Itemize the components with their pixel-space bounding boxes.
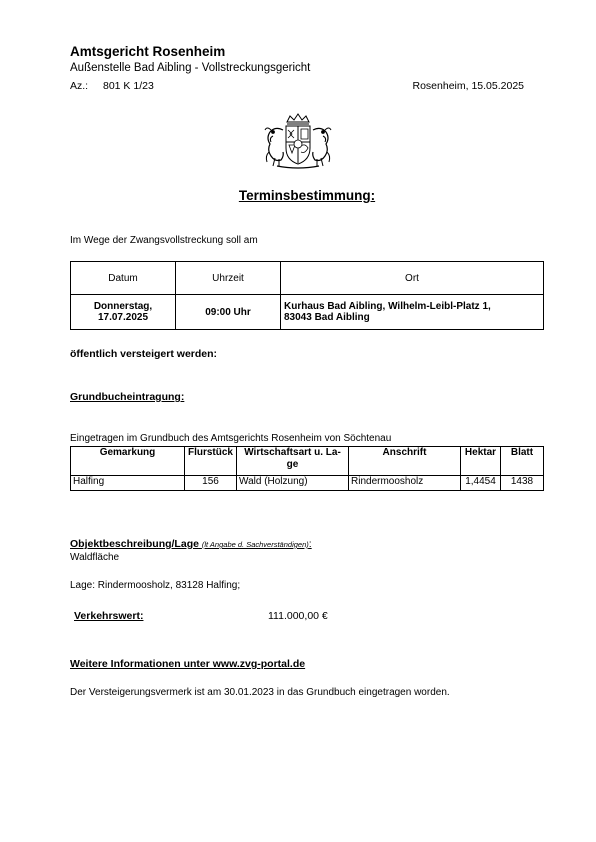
final-note: Der Versteigerungsvermerk ist am 30.01.2023 in das Grundbuch eingetragen worden.: [70, 687, 450, 698]
court-branch: Außenstelle Bad Aibling - Vollstreckungsgericht: [70, 62, 311, 74]
header-wirtschaftsart-line1: Wirtschaftsart u. La-: [244, 447, 341, 458]
appointment-table: [70, 261, 544, 330]
header-wirtschaftsart-line2: ge: [286, 459, 299, 470]
header-time: Uhrzeit: [176, 262, 281, 295]
header-wirtschaftsart: [237, 447, 349, 476]
land-register-header-row: [71, 447, 544, 476]
land-register-table: [70, 446, 544, 491]
market-value-label: Verkehrswert:: [74, 610, 144, 622]
header-flurstueck: Flurstück: [185, 447, 237, 476]
land-register-intro: Eingetragen im Grundbuch des Amtsgerichts Rosenheim von Söchtenau: [70, 433, 392, 444]
header-date: Datum: [71, 262, 176, 295]
cell-wirtschaftsart: Wald (Holzung): [237, 476, 349, 491]
appointment-place: [281, 295, 544, 330]
land-register-row: [71, 476, 544, 491]
document-title: Terminsbestimmung:: [238, 188, 376, 203]
auction-text: öffentlich versteigert werden:: [70, 348, 218, 360]
header-place: Ort: [281, 262, 544, 295]
object-location: Lage: Rindermoosholz, 83128 Halfing;: [70, 580, 241, 591]
market-value-amount: 111.000,00 €: [268, 610, 328, 622]
bavarian-coat-of-arms-icon: [261, 112, 335, 170]
cell-gemarkung: Halfing: [71, 476, 185, 491]
appointment-place-city: 83043 Bad Aibling: [284, 312, 370, 323]
header-hektar: Hektar: [461, 447, 501, 476]
file-number: 801 K 1/23: [103, 80, 154, 92]
object-heading-note: (lt Angabe d. Sachverständigen): [201, 540, 309, 549]
appointment-weekday: Donnerstag,: [93, 301, 153, 312]
header-blatt: Blatt: [501, 447, 544, 476]
court-name: Amtsgericht Rosenheim: [70, 44, 226, 59]
appointment-place-street: Kurhaus Bad Aibling, Wilhelm-Leibl-Platz 1,: [284, 301, 491, 312]
cell-flurstueck: 156: [185, 476, 237, 491]
object-description: Waldfläche: [70, 552, 120, 563]
object-heading: [70, 538, 312, 550]
header-anschrift: Anschrift: [349, 447, 461, 476]
land-register-heading: Grundbucheintragung:: [70, 391, 185, 403]
appointment-header-row: [71, 262, 544, 295]
header-gemarkung: Gemarkung: [71, 447, 185, 476]
cell-blatt: 1438: [501, 476, 544, 491]
intro-text: Im Wege der Zwangsvollstreckung soll am: [70, 235, 258, 246]
appointment-date: [71, 295, 176, 330]
more-info-link[interactable]: Weitere Informationen unter www.zvg-portal.de: [70, 658, 306, 670]
file-number-label: Az.:: [70, 80, 89, 92]
appointment-time: 09:00 Uhr: [176, 295, 281, 330]
appointment-row: [71, 295, 544, 330]
object-heading-colon: :: [308, 538, 312, 550]
place-date: Rosenheim, 15.05.2025: [412, 80, 524, 92]
appointment-day: 17.07.2025: [97, 312, 149, 323]
object-heading-text: Objektbeschreibung/Lage: [70, 538, 199, 550]
cell-hektar: 1,4454: [461, 476, 501, 491]
cell-anschrift: Rindermoosholz: [349, 476, 461, 491]
